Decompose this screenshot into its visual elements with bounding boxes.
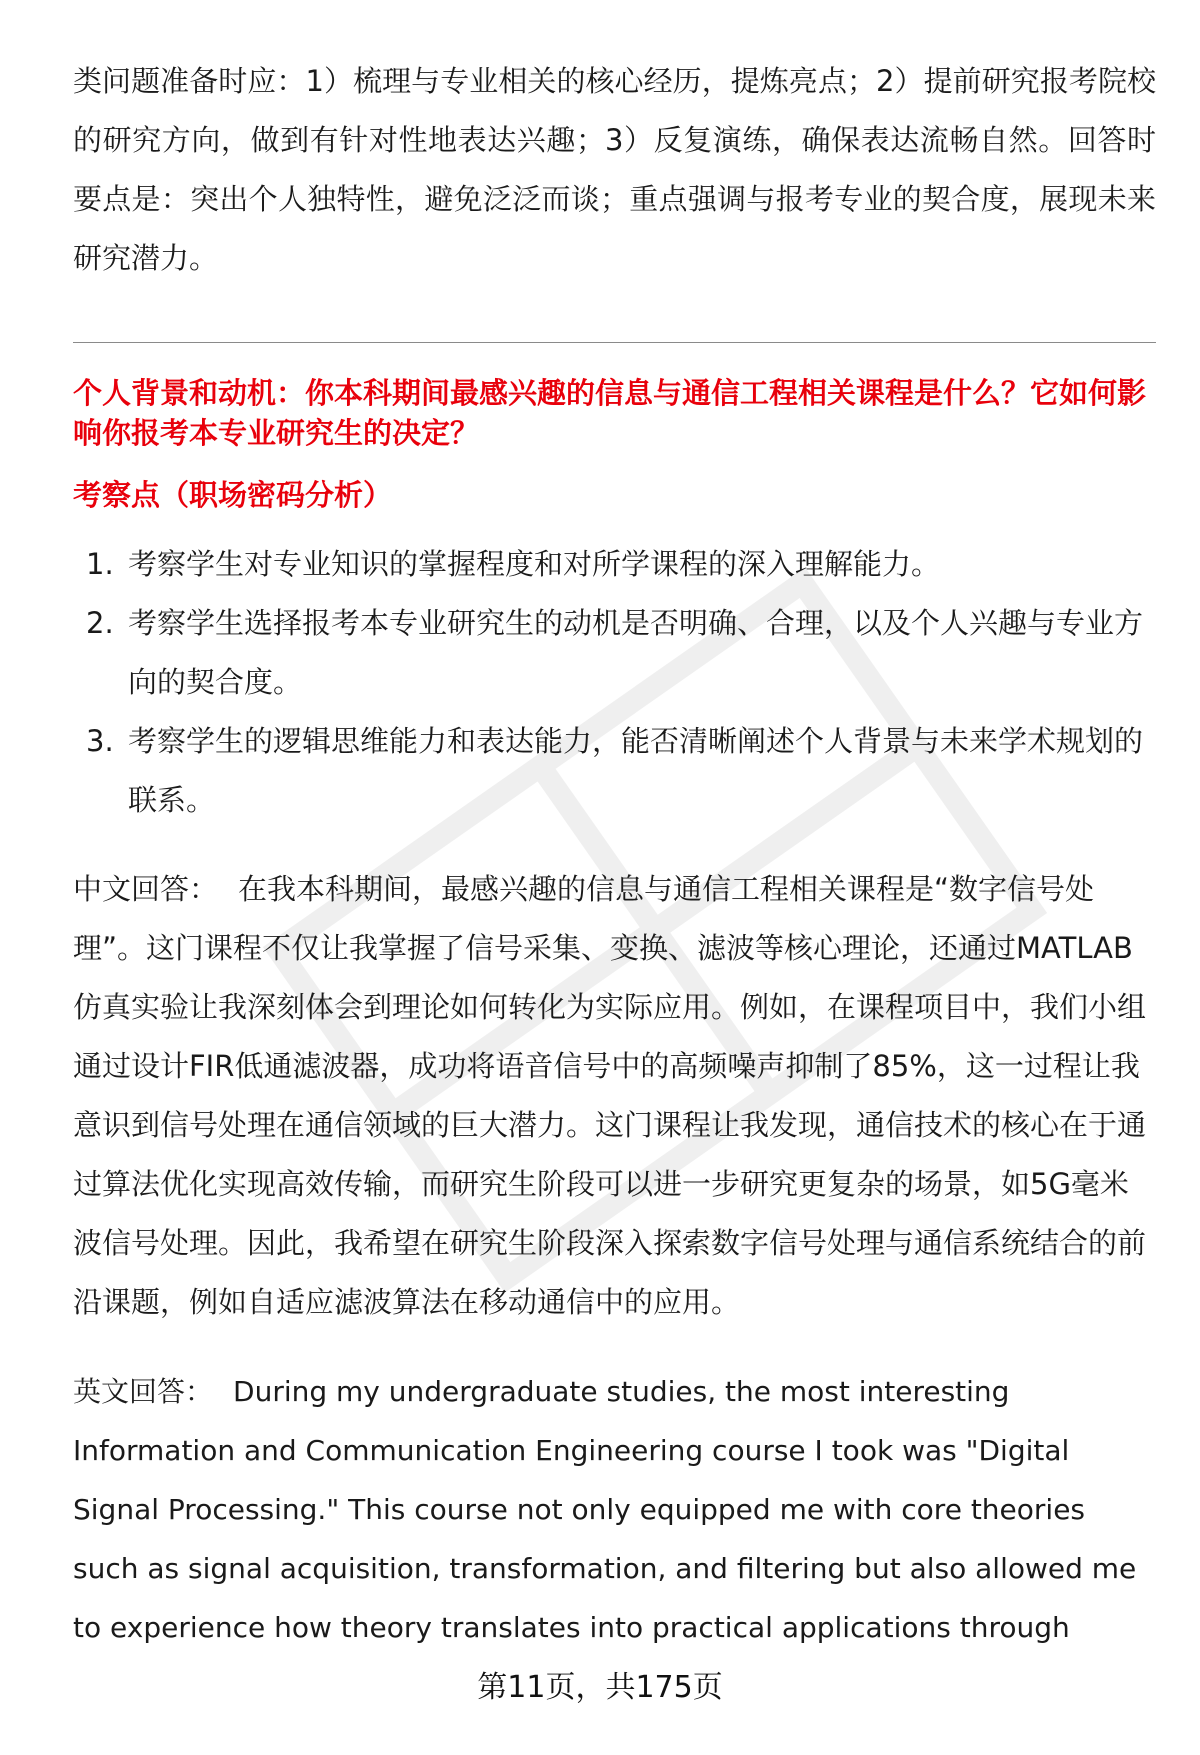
- question-heading: 个人背景和动机：你本科期间最感兴趣的信息与通信工程相关课程是什么？它如何影响你报考本专业研究生的决定？: [73, 376, 1147, 450]
- list-item-number: 3.: [86, 724, 114, 758]
- english-answer-text: During my undergraduate studies, the most interesting Information and Communication Engineering course I took was "Digital Signal Processing." This course not only equipped me with core theories such as signal acquisition, transformation, and filtering but also allowed me to experience how theory translates into practical applications through: [73, 1375, 1137, 1644]
- list-item-text: 考察学生对专业知识的掌握程度和对所学课程的深入理解能力。: [128, 547, 941, 581]
- chinese-answer-label: 中文回答：: [73, 872, 219, 906]
- english-answer-label: 英文回答：: [73, 1375, 214, 1408]
- assessment-subheading: 考察点（职场密码分析）: [73, 478, 393, 512]
- section-divider: [73, 342, 1156, 343]
- list-item-text: 考察学生选择报考本专业研究生的动机是否明确、合理，以及个人兴趣与专业方向的契合度。: [128, 606, 1144, 699]
- intro-paragraph: 类问题准备时应：1）梳理与专业相关的核心经历，提炼亮点；2）提前研究报考院校的研究方向，做到有针对性地表达兴趣；3）反复演练，确保表达流畅自然。回答时要点是：突出个人独特性，避免泛泛而谈；重点强调与报考专业的契合度，展现未来研究潜力。: [73, 64, 1156, 275]
- english-answer: [73, 1362, 1156, 1657]
- list-item-text: 考察学生的逻辑思维能力和表达能力，能否清晰阐述个人背景与未来学术规划的联系。: [128, 724, 1144, 817]
- page-footer: 第11页，共175页: [477, 1670, 723, 1705]
- assessment-points-list: [73, 535, 1156, 830]
- chinese-answer: [73, 860, 1156, 1332]
- list-item-number: 1.: [86, 547, 114, 581]
- list-item: [73, 712, 1156, 830]
- page-content: [73, 52, 1156, 1657]
- chinese-answer-text: 在我本科期间，最感兴趣的信息与通信工程相关课程是“数字信号处理”。这门课程不仅让我掌握了信号采集、变换、滤波等核心理论，还通过MATLAB仿真实验让我深刻体会到理论如何转化为实际应用。例如，在课程项目中，我们小组通过设计FIR低通滤波器，成功将语音信号中的高频噪声抑制了85%，这一过程让我意识到信号处理在通信领域的巨大潜力。这门课程让我发现，通信技术的核心在于通过算法优化实现高效传输，而研究生阶段可以进一步研究更复杂的场景，如5G毫米波信号处理。因此，我希望在研究生阶段深入探索数字信号处理与通信系统结合的前沿课题，例如自适应滤波算法在移动通信中的应用。: [73, 872, 1147, 1319]
- list-item: [73, 594, 1156, 712]
- list-item: [73, 535, 1156, 594]
- list-item-number: 2.: [86, 606, 114, 640]
